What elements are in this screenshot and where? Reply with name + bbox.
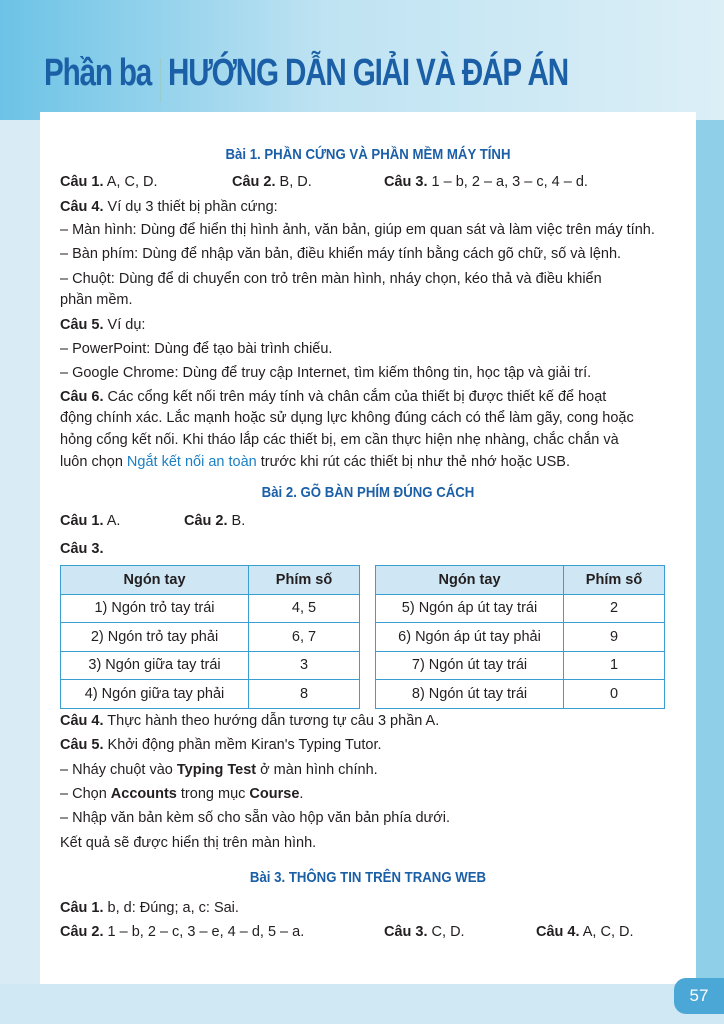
text-line: – Bàn phím: Dùng để nhập văn bản, điều khiển máy tính bằng cách gõ chữ, số và lệnh. [60,246,622,262]
text-line: Kết quả sẽ được hiển thị trên màn hình. [60,835,317,851]
answer: Ví dụ 3 thiết bị phần cứng: [107,199,278,215]
answer: A, C, D. [582,924,634,940]
text: – Nháy chuột vào [60,762,173,778]
label: Câu 2. [60,924,104,940]
answer: A. [106,513,121,529]
answer: Các cổng kết nối trên máy tính và chân cắm của thiết bị được thiết kế để hoạt [107,389,607,405]
text: – Chọn [60,786,107,802]
col-header: Ngón tay [376,566,564,595]
label: Câu 4. [536,924,580,940]
label: Câu 3. [384,924,428,940]
cell: 3) Ngón giữa tay trái [61,651,249,680]
col-header: Phím số [564,566,665,595]
answer: 1 – b, 2 – c, 3 – e, 4 – d, 5 – a. [107,924,305,940]
cell: 8 [249,680,360,709]
section-heading-bai1: Bài 1. PHẦN CỨNG VÀ PHẦN MỀM MÁY TÍNH [225,146,511,163]
text: trước khi rút các thiết bị như thẻ nhớ hoặc USB. [260,454,570,470]
table-row [61,623,360,652]
answer: C, D. [431,924,465,940]
content-panel [40,112,696,984]
label: Câu 1. [60,174,104,190]
text-line: động chính xác. Lắc mạnh hoặc sử dụng lực không đúng cách có thể làm gãy, cong hoặc [60,410,634,426]
answer: B, D. [279,174,312,190]
label: Câu 4. [60,199,104,215]
title-divider [160,58,161,102]
page-title: HƯỚNG DẪN GIẢI VÀ ĐÁP ÁN [168,52,569,94]
answer: Ví dụ: [107,317,146,333]
cell: 5) Ngón áp út tay trái [376,594,564,623]
label: Câu 1. [60,513,104,529]
text: luôn chọn [60,454,123,470]
cell: 6) Ngón áp út tay phải [376,623,564,652]
typing-test-term: Typing Test [176,762,257,778]
answer: A, C, D. [106,174,158,190]
section-heading-bai3: Bài 3. THÔNG TIN TRÊN TRANG WEB [249,869,487,886]
cell: 8) Ngón út tay trái [376,680,564,709]
page-number: 57 [674,978,724,1014]
table-row [376,651,665,680]
cell: 7) Ngón út tay trái [376,651,564,680]
label: Câu 4. [60,713,104,729]
course-term: Course [249,786,300,802]
part-label: Phần ba [44,52,152,94]
label: Câu 3. [60,541,104,557]
cell: 2) Ngón trỏ tay phải [61,623,249,652]
label: Câu 5. [60,317,104,333]
footer-band [0,984,724,1024]
text: ở màn hình chính. [260,762,378,778]
cell: 1 [564,651,665,680]
text: trong mục [180,786,246,802]
finger-table-left [60,565,360,709]
finger-table-right [375,565,665,709]
table-row [376,594,665,623]
label: Câu 3. [384,174,428,190]
side-strip [694,120,724,1024]
cell: 2 [564,594,665,623]
label: Câu 2. [184,513,228,529]
text-line: – Màn hình: Dùng để hiển thị hình ảnh, văn bản, giúp em quan sát và làm việc trên máy tính. [60,222,655,238]
answer: 1 – b, 2 – a, 3 – c, 4 – d. [431,174,588,190]
answer: b, d: Đúng; a, c: Sai. [107,900,239,916]
col-header: Phím số [249,566,360,595]
label: Câu 6. [60,389,104,405]
section-heading-bai2: Bài 2. GÕ BÀN PHÍM ĐÚNG CÁCH [261,484,475,501]
text-line: – Nhập văn bản kèm số cho sẵn vào hộp văn bản phía dưới. [60,810,451,826]
table-row [61,680,360,709]
safe-eject-link: Ngắt kết nối an toàn [126,454,257,470]
text-line: – Google Chrome: Dùng để truy cập Internet, tìm kiếm thông tin, học tập và giải trí. [60,365,592,381]
accounts-term: Accounts [110,786,177,802]
cell: 0 [564,680,665,709]
answer: Khởi động phần mềm Kiran's Typing Tutor. [107,737,382,753]
label: Câu 5. [60,737,104,753]
text-line: – Chuột: Dùng để di chuyển con trỏ trên màn hình, nháy chọn, kéo thả và điều khiển [60,271,602,287]
text-line: phần mềm. [60,292,133,308]
table-row [376,623,665,652]
cell: 9 [564,623,665,652]
text-line: hỏng cổng kết nối. Khi tháo lắp các thiết bị, em cần thực hiện nhẹ nhàng, chắc chắn và [60,432,619,448]
text-line: – PowerPoint: Dùng để tạo bài trình chiếu. [60,341,333,357]
cell: 1) Ngón trỏ tay trái [61,594,249,623]
col-header: Ngón tay [61,566,249,595]
answer: B. [231,513,246,529]
cell: 6, 7 [249,623,360,652]
label: Câu 2. [232,174,276,190]
label: Câu 1. [60,900,104,916]
table-row [376,680,665,709]
cell: 3 [249,651,360,680]
table-row [61,594,360,623]
answer: Thực hành theo hướng dẫn tương tự câu 3 phần A. [107,713,440,729]
table-row [61,651,360,680]
cell: 4) Ngón giữa tay phải [61,680,249,709]
cell: 4, 5 [249,594,360,623]
